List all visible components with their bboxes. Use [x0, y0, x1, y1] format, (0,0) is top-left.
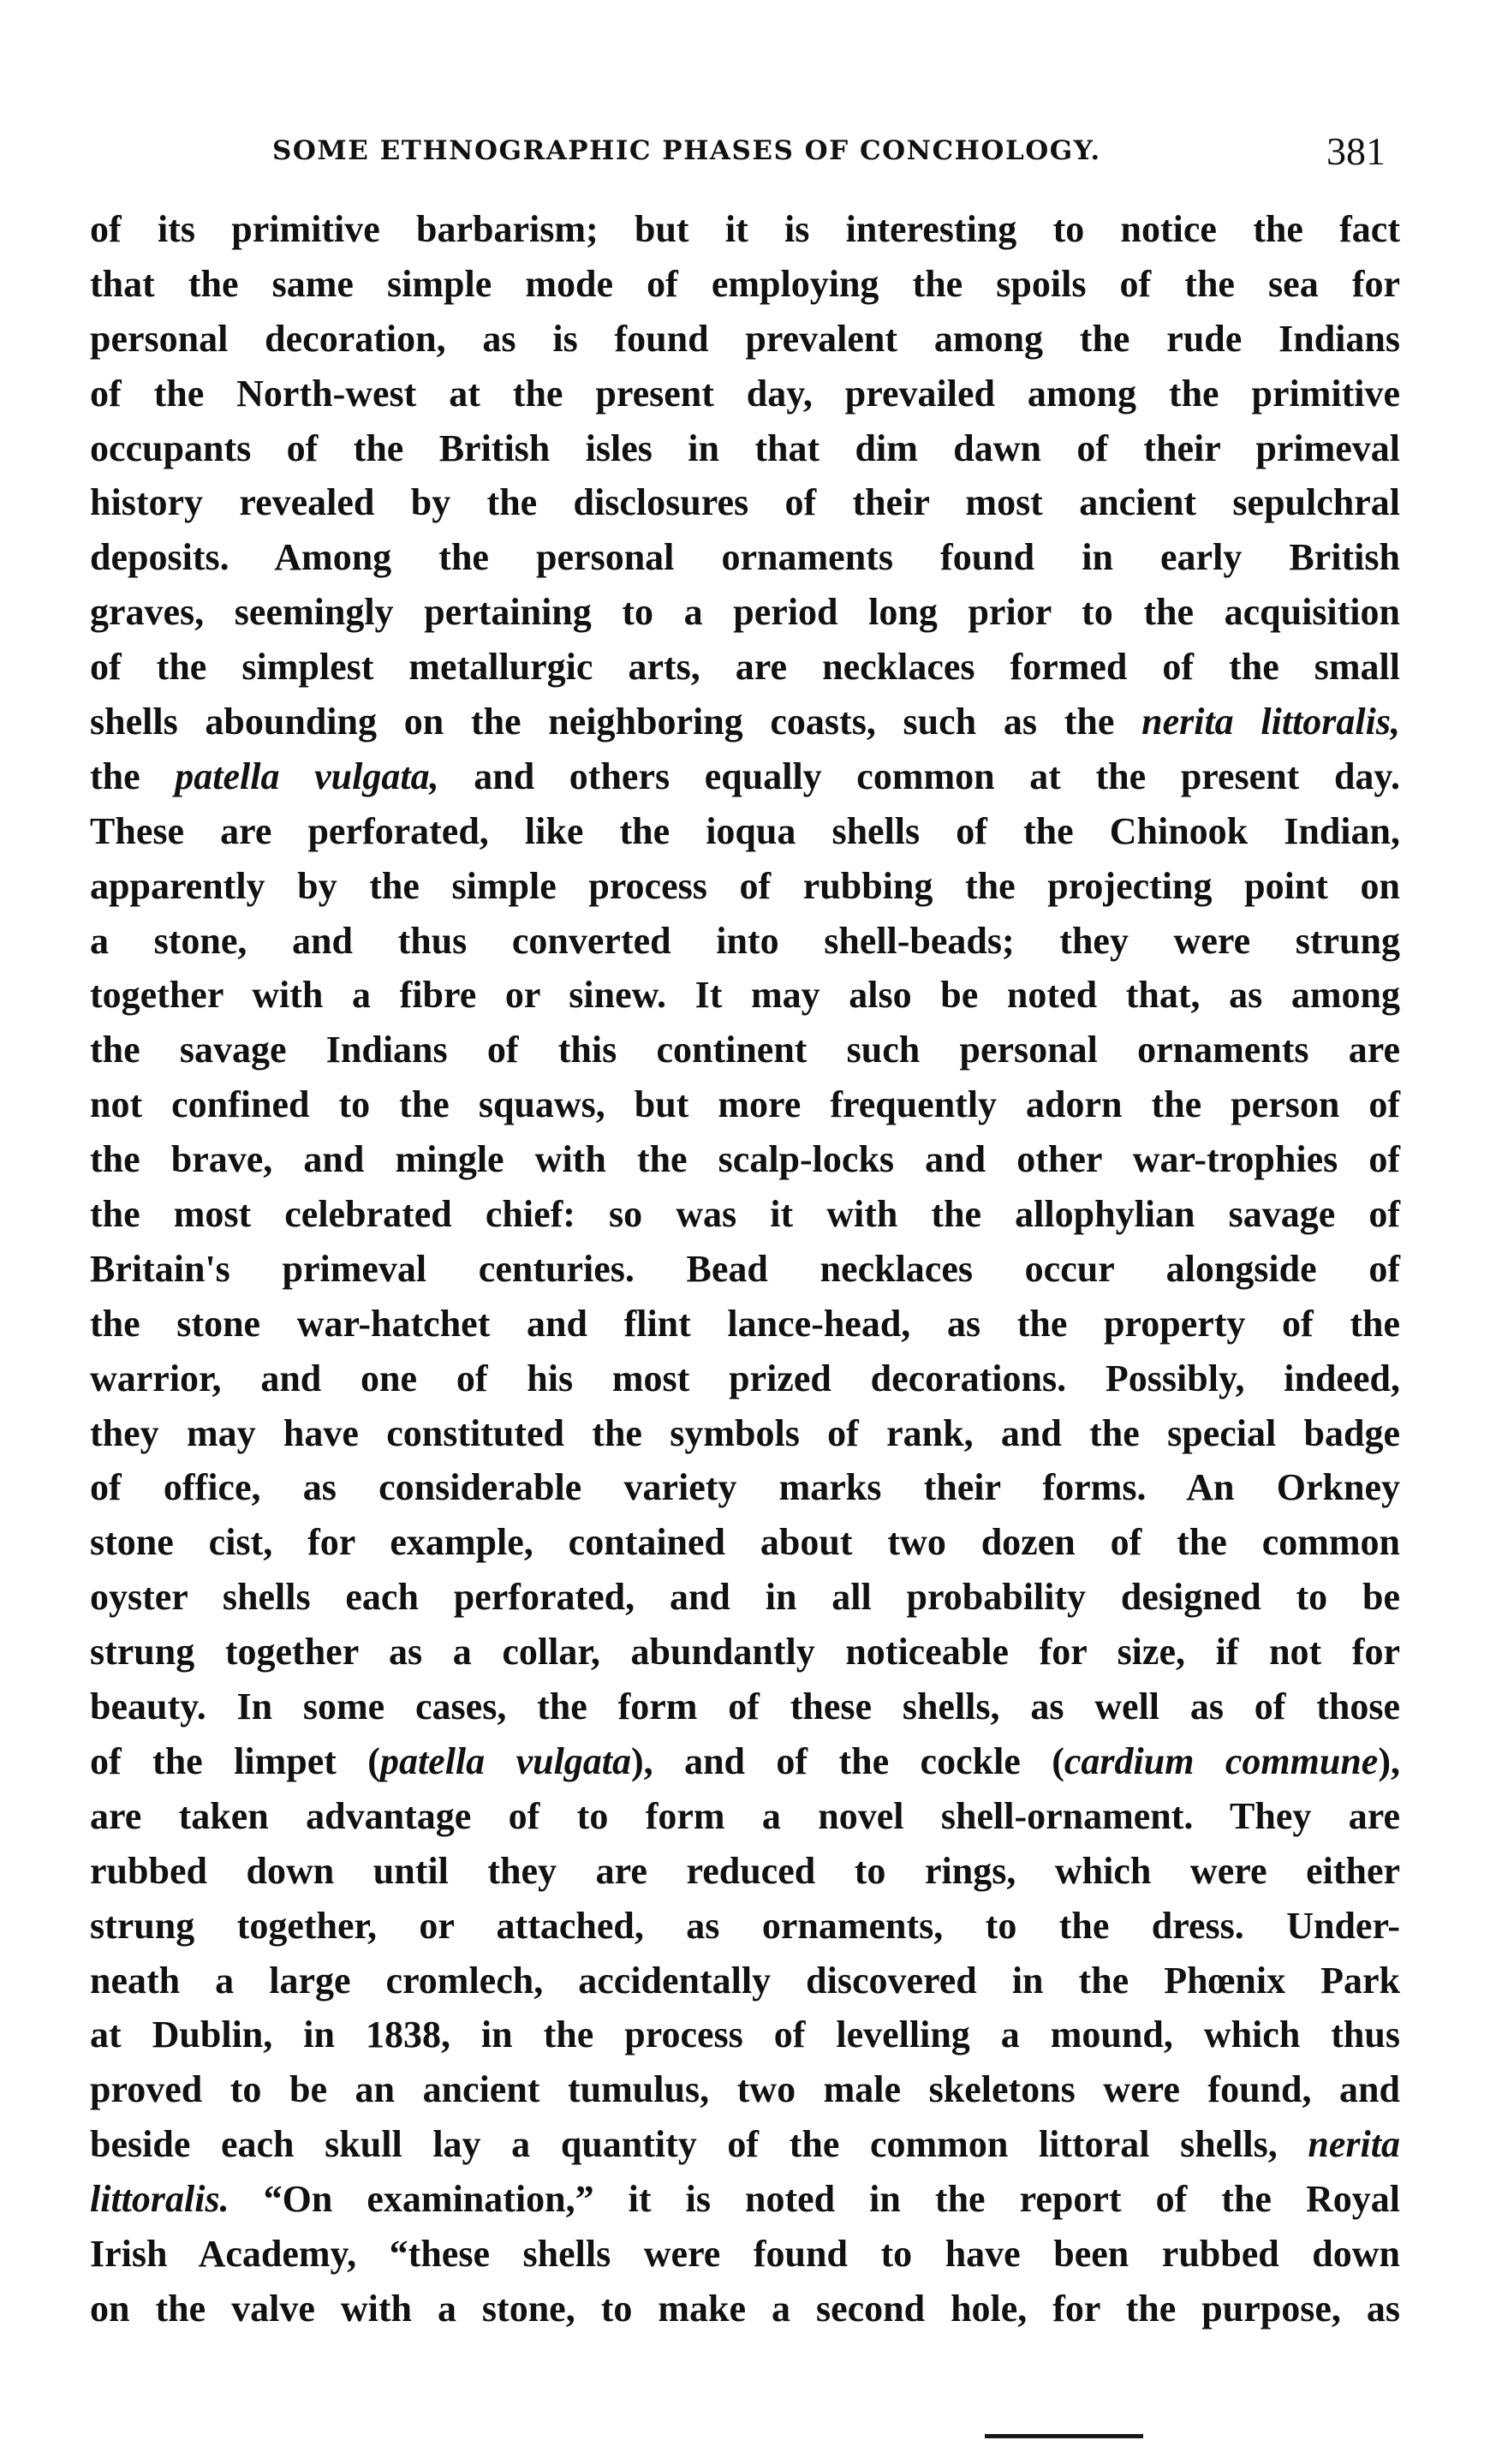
text-line: [90, 2117, 1400, 2172]
text-run: deposits. Among the personal ornaments found in early British: [90, 536, 1400, 579]
text-line: [90, 1954, 1400, 2008]
italic-term: nerita: [1308, 2123, 1400, 2166]
text-line: [90, 475, 1400, 530]
text-run: warrior, and one of his most prized decorations. Possibly, indeed,: [90, 1357, 1400, 1399]
text-run: oyster shells each perforated, and in all probability designed to be: [90, 1576, 1400, 1619]
text-run: together with a fibre or sinew. It may also be noted that, as among: [90, 974, 1400, 1017]
text-run: These are perforated, like the ioqua shells of the Chinook Indian,: [90, 809, 1400, 852]
text-line: [90, 530, 1400, 585]
text-line: [90, 1789, 1400, 1844]
text-line: [90, 2282, 1400, 2336]
text-line: [90, 1734, 1400, 1789]
text-line: [90, 1242, 1400, 1297]
text-line: [90, 421, 1400, 476]
text-line: [90, 640, 1400, 695]
text-run: beauty. In some cases, the form of these shells, as well as of those: [90, 1685, 1400, 1728]
text-run: Britain's primeval centuries. Bead necklaces occur alongside of: [90, 1247, 1400, 1290]
italic-term: patella vulgata,: [175, 755, 439, 797]
text-run: ), and of the cockle (: [631, 1739, 1064, 1782]
text-run: the brave, and mingle with the scalp-locks and other war-trophies of: [90, 1138, 1400, 1181]
text-line: [90, 312, 1400, 367]
text-run: occupants of the British isles in that dim dawn of their primeval: [90, 427, 1400, 469]
text-line: [90, 367, 1400, 421]
text-run: the stone war-hatchet and flint lance-head, as the property of the: [90, 1302, 1400, 1345]
running-header: [272, 128, 1386, 176]
page-number: 381: [1326, 129, 1386, 173]
text-run: “On examination,” it is noted in the report of the Royal: [229, 2178, 1400, 2221]
text-run: beside each skull lay a quantity of the common littoral shells,: [90, 2123, 1308, 2166]
italic-term: cardium commune: [1064, 1739, 1379, 1782]
text-line: [90, 1570, 1400, 1625]
text-line: [90, 2172, 1400, 2227]
text-line: [90, 914, 1400, 969]
text-line: [90, 1077, 1400, 1132]
text-line: [90, 749, 1400, 804]
text-run: neath a large cromlech, accidentally discovered in the Phœnix Park: [90, 1959, 1400, 2002]
text-run: on the valve with a stone, to make a second hole, for the purpose, as: [90, 2287, 1400, 2330]
text-line: [90, 1679, 1400, 1734]
text-line: [90, 1187, 1400, 1242]
text-run: apparently by the simple process of rubbing the projecting point on: [90, 864, 1400, 907]
text-run: strung together, or attached, as ornaments, to the dress. Under-: [90, 1904, 1400, 1947]
footer-rule: [985, 2434, 1143, 2438]
text-line: [90, 1406, 1400, 1461]
text-line: [90, 1351, 1400, 1406]
text-run: proved to be an ancient tumulus, two male skeletons were found, and: [90, 2068, 1400, 2111]
text-run: the savage Indians of this continent such personal ornaments are: [90, 1029, 1400, 1071]
text-run: a stone, and thus converted into shell-beads; they were strung: [90, 919, 1400, 962]
text-run: of its primitive barbarism; but it is interesting to notice the fact: [90, 208, 1400, 250]
text-run: shells abounding on the neighboring coasts, such as the: [90, 701, 1142, 743]
text-line: [90, 859, 1400, 914]
text-run: at Dublin, in 1838, in the process of levelling a mound, which thus: [90, 2014, 1400, 2056]
text-run: not confined to the squaws, but more frequently adorn the person of: [90, 1083, 1400, 1126]
text-line: [90, 1625, 1400, 1679]
text-run: ),: [1378, 1739, 1400, 1782]
text-line: [90, 1844, 1400, 1899]
text-line: [90, 1297, 1400, 1351]
text-run: rubbed down until they are reduced to rings, which were either: [90, 1849, 1400, 1892]
text-run: they may have constituted the symbols of rank, and the special badge: [90, 1411, 1400, 1454]
text-run: of the North-west at the present day, prevailed among the primitive: [90, 372, 1400, 415]
text-line: [90, 1515, 1400, 1570]
text-run: strung together as a collar, abundantly noticeable for size, if not for: [90, 1631, 1400, 1673]
body-paragraph: [90, 202, 1400, 2336]
running-title: SOME ETHNOGRAPHIC PHASES OF CONCHOLOGY.: [272, 135, 1101, 166]
text-run: are taken advantage of to form a novel shell-ornament. They are: [90, 1794, 1400, 1837]
text-line: [90, 804, 1400, 859]
text-line: [90, 202, 1400, 257]
text-line: [90, 1023, 1400, 1077]
text-line: [90, 695, 1400, 749]
text-run: stone cist, for example, contained about two dozen of the common: [90, 1521, 1400, 1564]
text-line: [90, 2062, 1400, 2117]
text-run: Irish Academy, “these shells were found to have been rubbed down: [90, 2232, 1400, 2275]
text-line: [90, 2227, 1400, 2282]
text-run: and others equally common at the present day.: [438, 755, 1401, 797]
text-run: the: [90, 755, 176, 797]
text-run: personal decoration, as is found prevalent among the rude Indians: [90, 317, 1400, 360]
text-line: [90, 2008, 1400, 2062]
text-run: the most celebrated chief: so was it with the allophylian savage of: [90, 1193, 1400, 1236]
italic-term: nerita littoralis,: [1141, 701, 1400, 743]
text-run: of the limpet (: [90, 1739, 380, 1782]
text-run: of office, as considerable variety marks their forms. An Orkney: [90, 1466, 1400, 1509]
italic-term: patella vulgata: [379, 1739, 632, 1782]
text-line: [90, 585, 1400, 640]
text-run: history revealed by the disclosures of their most ancient sepulchral: [90, 481, 1400, 524]
text-run: graves, seemingly pertaining to a period long prior to the acquisition: [90, 591, 1400, 634]
italic-term: littoralis.: [90, 2178, 229, 2221]
text-run: that the same simple mode of employing the spoils of the sea for: [90, 262, 1400, 305]
text-line: [90, 257, 1400, 312]
text-line: [90, 968, 1400, 1023]
text-line: [90, 1132, 1400, 1187]
text-line: [90, 1460, 1400, 1515]
text-line: [90, 1899, 1400, 1954]
text-run: of the simplest metallurgic arts, are necklaces formed of the small: [90, 646, 1400, 689]
